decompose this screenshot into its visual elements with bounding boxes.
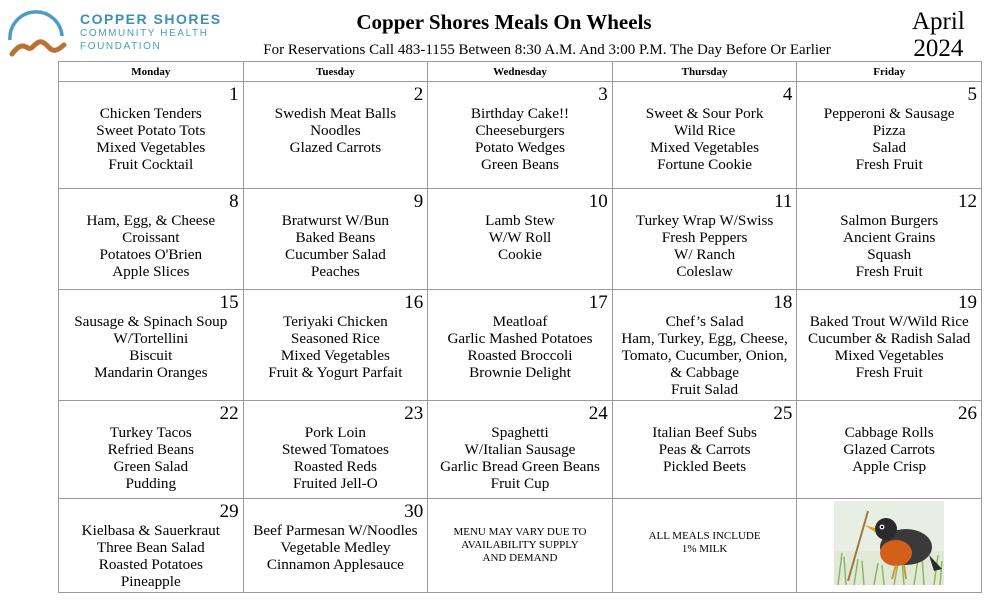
menu-items (59, 313, 243, 381)
menu-item: Roasted Reds (293, 458, 377, 475)
logo-subtitle: COMMUNITY HEALTH (80, 28, 209, 39)
menu-item: Mixed Vegetables (280, 347, 390, 364)
menu-item: Cucumber & Radish Salad (807, 330, 971, 347)
menu-item: Cinnamon Applesauce (266, 556, 404, 573)
menu-item: Lamb Stew (485, 212, 555, 229)
menu-item: Ancient Grains (843, 229, 936, 246)
day-number: 11 (774, 191, 793, 212)
page-title: Copper Shores Meals On Wheels (356, 10, 652, 34)
day-number: 2 (413, 84, 424, 105)
menu-calendar (58, 61, 982, 593)
menu-items (428, 105, 612, 173)
menu-item: Mixed Vegetables (650, 139, 760, 156)
menu-item: Fruit Cocktail (108, 156, 194, 173)
day-cell (428, 189, 613, 290)
menu-item: Teriyaki Chicken (282, 313, 388, 330)
menu-item: Ham, Turkey, Egg, Cheese, (621, 330, 788, 347)
menu-item: Baked Beans (295, 229, 376, 246)
menu-item: Mixed Vegetables (96, 139, 206, 156)
day-number: 29 (219, 501, 239, 522)
note-cell (612, 499, 797, 593)
day-cell (243, 189, 428, 290)
weekday-header: Wednesday (428, 62, 613, 82)
day-cell (243, 82, 428, 189)
milk-note (613, 499, 797, 556)
menu-items (59, 105, 243, 173)
day-cell (797, 82, 982, 189)
day-cell (612, 401, 797, 499)
note-line: MENU MAY VARY DUE TO (453, 526, 587, 538)
menu-item: Pickled Beets (663, 458, 747, 475)
day-number: 25 (773, 403, 793, 424)
day-cell (243, 401, 428, 499)
menu-item: Potatoes O'Brien (99, 246, 203, 263)
day-cell (428, 82, 613, 189)
menu-item: Salad (872, 139, 907, 156)
menu-items (428, 424, 612, 492)
menu-items (244, 105, 428, 156)
day-number: 8 (229, 191, 239, 212)
menu-item: Cucumber Salad (284, 246, 386, 263)
menu-item: Apple Crisp (852, 458, 927, 475)
day-number: 17 (588, 292, 608, 313)
reservation-info: For Reservations Call 483-1155 Between 8:30 A.M. And 3:00 P.M. The Day Before Or Earlier (263, 42, 831, 58)
menu-items (59, 424, 243, 492)
menu-item: Green Beans (480, 156, 559, 173)
menu-item: Brownie Delight (469, 364, 571, 381)
menu-item: Peaches (310, 263, 360, 280)
menu-item: Cabbage Rolls (844, 424, 934, 441)
menu-item: Potato Wedges (474, 139, 565, 156)
menu-item: Chicken Tenders (99, 105, 202, 122)
day-number: 19 (958, 292, 977, 313)
menu-item: Mixed Vegetables (834, 347, 944, 364)
weekday-header: Thursday (612, 62, 797, 82)
menu-item: Pepperoni & Sausage (823, 105, 955, 122)
menu-vary-note (428, 499, 612, 565)
menu-item: Peas & Carrots (658, 441, 751, 458)
menu-item: Refried Beans (107, 441, 195, 458)
day-cell (243, 290, 428, 401)
day-number: 30 (404, 501, 424, 522)
menu-item: Fresh Peppers (661, 229, 748, 246)
weekday-header: Friday (797, 62, 982, 82)
menu-items (428, 313, 612, 381)
menu-item: Spaghetti (491, 424, 549, 441)
menu-item: Vegetable Medley (280, 539, 391, 556)
logo-subtitle-2: FOUNDATION (80, 41, 162, 52)
menu-item: Noodles (310, 122, 361, 139)
day-cell (243, 499, 428, 593)
robin-bird-icon (834, 501, 944, 585)
day-cell (428, 401, 613, 499)
week-row (59, 290, 982, 401)
menu-item: Swedish Meat Balls (274, 105, 397, 122)
menu-item: Fruit & Yogurt Parfait (268, 364, 403, 381)
day-number: 22 (219, 403, 239, 424)
menu-item: Sausage & Spinach Soup (74, 313, 228, 330)
menu-item: Fruit Cup (490, 475, 550, 492)
menu-items (613, 105, 797, 173)
image-cell (797, 499, 982, 593)
menu-item: Squash (867, 246, 912, 263)
menu-item: W/Italian Sausage (464, 441, 576, 458)
menu-item: W/Tortellini (113, 330, 189, 347)
day-cell (797, 189, 982, 290)
menu-item: Kielbasa & Sauerkraut (81, 522, 220, 539)
menu-item: Fresh Fruit (855, 263, 923, 280)
menu-item: Apple Slices (112, 263, 190, 280)
menu-item: Fresh Fruit (855, 156, 923, 173)
menu-item: Beef Parmesan W/Noodles (253, 522, 418, 539)
menu-item: Three Bean Salad (96, 539, 205, 556)
menu-item: W/ Ranch (674, 246, 736, 263)
day-cell (59, 290, 244, 401)
menu-item: Ham, Egg, & Cheese (86, 212, 216, 229)
weekday-header-row (59, 62, 982, 82)
month-name: April (912, 8, 965, 35)
menu-items (613, 212, 797, 280)
menu-item: Pork Loin (304, 424, 366, 441)
menu-item: Fruit Salad (671, 381, 739, 398)
week-row (59, 189, 982, 290)
menu-items (797, 105, 981, 173)
day-cell (612, 82, 797, 189)
menu-item: Pudding (125, 475, 177, 492)
menu-item: Coleslaw (676, 263, 733, 280)
day-number: 3 (598, 84, 608, 105)
menu-item: Fresh Fruit (855, 364, 923, 381)
day-cell (59, 189, 244, 290)
menu-item: Wild Rice (673, 122, 736, 139)
menu-item: Croissant (122, 229, 180, 246)
menu-items (59, 212, 243, 280)
day-cell (59, 401, 244, 499)
day-number: 26 (958, 403, 977, 424)
day-number: 18 (773, 292, 793, 313)
menu-items (797, 424, 981, 475)
menu-item: Pineapple (120, 573, 181, 590)
note-line: 1% MILK (681, 543, 728, 555)
day-number: 10 (588, 191, 608, 212)
menu-items (59, 522, 243, 590)
day-cell (612, 189, 797, 290)
menu-item: Stewed Tomatoes (281, 441, 389, 458)
menu-items (244, 212, 428, 280)
menu-items (613, 424, 797, 475)
menu-items (797, 212, 981, 280)
note-line: AVAILABILITY SUPPLY (461, 539, 579, 551)
menu-item: Fortune Cookie (657, 156, 753, 173)
day-cell (59, 499, 244, 593)
menu-item: Cookie (498, 246, 542, 263)
menu-item: Roasted Broccoli (467, 347, 573, 364)
week-row (59, 82, 982, 189)
menu-item: Salmon Burgers (840, 212, 939, 229)
menu-items (244, 522, 428, 573)
year: 2024 (913, 35, 964, 62)
menu-item: Sweet & Sour Pork (645, 105, 764, 122)
day-number: 24 (588, 403, 608, 424)
day-cell (797, 290, 982, 401)
menu-item: Seasoned Rice (290, 330, 380, 347)
menu-item: Garlic Bread Green Beans (440, 458, 600, 475)
menu-item: Fruited Jell-O (292, 475, 378, 492)
day-number: 15 (219, 292, 239, 313)
month-year (912, 8, 965, 62)
menu-item: Chef’s Salad (665, 313, 744, 330)
day-number: 4 (782, 84, 793, 105)
menu-item: Glazed Carrots (843, 441, 935, 458)
menu-item: Green Salad (113, 458, 189, 475)
menu-item: Turkey Tacos (109, 424, 192, 441)
menu-item: Cheeseburgers (475, 122, 565, 139)
menu-items (428, 212, 612, 263)
menu-item: Glazed Carrots (289, 139, 382, 156)
week-row (59, 499, 982, 593)
note-line: AND DEMAND (482, 552, 558, 564)
menu-item: Garlic Mashed Potatoes (447, 330, 593, 347)
menu-item: Birthday Cake!! (470, 105, 570, 122)
menu-item: Tomato, Cucumber, Onion, (621, 347, 788, 364)
day-number: 9 (413, 191, 424, 212)
day-number: 23 (404, 403, 424, 424)
menu-item: Pizza (872, 122, 906, 139)
menu-items (797, 313, 981, 381)
menu-item: Mandarin Oranges (94, 364, 208, 381)
weekday-header: Tuesday (243, 62, 428, 82)
weekday-header: Monday (59, 62, 244, 82)
menu-item: Bratwurst W/Bun (281, 212, 390, 229)
menu-item: Biscuit (129, 347, 173, 364)
day-number: 16 (404, 292, 424, 313)
menu-items (244, 313, 428, 381)
menu-item: Roasted Potatoes (98, 556, 203, 573)
note-cell (428, 499, 613, 593)
logo-title: COPPER SHORES (80, 11, 222, 27)
day-number: 5 (967, 84, 977, 105)
day-cell (797, 401, 982, 499)
menu-items (244, 424, 428, 492)
week-row (59, 401, 982, 499)
day-cell (612, 290, 797, 401)
menu-item: Baked Trout W/Wild Rice (809, 313, 969, 330)
day-number: 12 (958, 191, 977, 212)
menu-item: Meatloaf (492, 313, 548, 330)
menu-item: Sweet Potato Tots (96, 122, 206, 139)
menu-item: & Cabbage (670, 364, 739, 381)
menu-item: Turkey Wrap W/Swiss (635, 212, 774, 229)
menu-items (613, 313, 797, 398)
menu-item: W/W Roll (488, 229, 552, 246)
note-line: ALL MEALS INCLUDE (648, 530, 761, 542)
day-cell (59, 82, 244, 189)
day-cell (428, 290, 613, 401)
day-number: 1 (229, 84, 239, 105)
menu-item: Italian Beef Subs (652, 424, 757, 441)
